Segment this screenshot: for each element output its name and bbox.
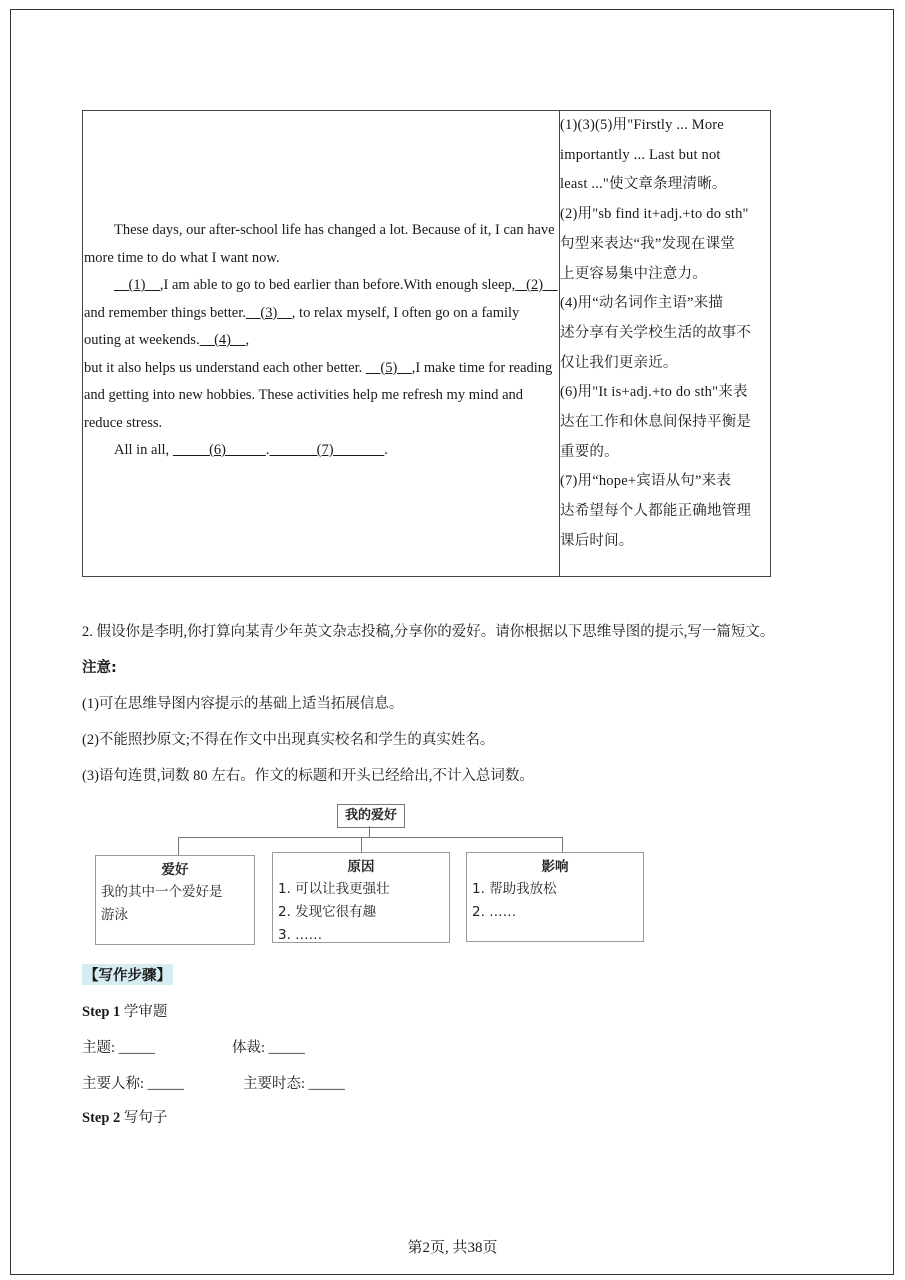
- note-line: 仅让我们更亲近。: [560, 354, 678, 371]
- mindmap-line: 游泳: [101, 907, 128, 923]
- mindmap-reasons-title: 原因: [347, 859, 375, 875]
- essay-para2-b: and remember things better.: [84, 304, 246, 321]
- mindmap-connector: [361, 837, 362, 852]
- blank-4: (4): [199, 332, 246, 348]
- page-footer: 第2页, 共38页: [407, 1240, 498, 1256]
- mindmap-connector: [369, 826, 370, 837]
- blank-1: (1): [114, 277, 160, 293]
- step-2-label: Step 2: [82, 1110, 121, 1126]
- blank-6: (6): [172, 442, 266, 458]
- step-1-text: 学审题: [120, 1004, 168, 1020]
- genre-label: 体裁:: [232, 1040, 269, 1056]
- note-line: (1)(3)(5)用"Firstly ... More: [560, 117, 724, 133]
- essay-table: [82, 110, 771, 577]
- genre-field: [232, 1036, 305, 1057]
- mindmap-line: 1. 帮助我放松: [472, 881, 557, 897]
- essay-para3-a: but it also helps us understand each other better.: [84, 359, 366, 376]
- blank-5: (5): [365, 359, 412, 376]
- note-line: 达希望每个人都能正确地管理: [560, 503, 752, 520]
- step-2-text: 写句子: [120, 1110, 168, 1126]
- essay-para1: These days, our after-school life has changed a lot. Because of it, I can have more time to do what I want now.: [84, 222, 555, 266]
- note-3: (3)语句连贯,词数 80 左右。作文的标题和开头已经给出,不计入总词数。: [82, 768, 534, 784]
- note-2: (2)不能照抄原文;不得在作文中出现真实校名和学生的真实姓名。: [82, 732, 495, 748]
- mindmap-impact-title: 影响: [541, 859, 569, 875]
- mindmap-connector: [178, 837, 563, 838]
- topic-label: 主题:: [82, 1040, 119, 1056]
- essay-text: [84, 217, 558, 465]
- essay-para4-a: All in all,: [114, 442, 173, 458]
- mindmap-line: 我的其中一个爱好是: [101, 884, 223, 900]
- note-1: (1)可在思维导图内容提示的基础上适当拓展信息。: [82, 696, 404, 712]
- essay-end: .: [384, 442, 388, 458]
- genre-blank: _____: [268, 1040, 305, 1056]
- essay-para3-b: ,I make time for reading and getting into new hobbies. These activities help me refresh my mind and reduce stress.: [84, 359, 553, 431]
- person-label: 主要人称:: [82, 1076, 148, 1092]
- note-line: least ..."使文章条理清晰。: [560, 176, 727, 193]
- note-title: 注意:: [82, 660, 117, 676]
- step-1-label: Step 1: [82, 1004, 121, 1020]
- essay-para2-a: ,I am able to go to bed earlier than before.With enough sleep,: [159, 277, 516, 293]
- topic-blank: _____: [118, 1040, 155, 1056]
- note-line: (2)用"sb find it+adj.+to do sth": [560, 206, 749, 223]
- mindmap-root: 我的爱好: [337, 804, 405, 828]
- person-field: [82, 1072, 184, 1093]
- note-line: 课后时间。: [560, 532, 634, 549]
- mindmap-line: 3. ……: [278, 927, 323, 943]
- note-line: 重要的。: [560, 443, 619, 460]
- tense-field: [243, 1072, 345, 1093]
- writing-steps-header: 【写作步骤】: [82, 964, 173, 985]
- mindmap-hobby-title: 爱好: [161, 862, 189, 878]
- blank-2: (2): [515, 277, 558, 293]
- note-line: 述分享有关学校生活的故事不: [560, 324, 752, 341]
- task-prompt: 2. 假设你是李明,你打算向某青少年英文杂志投稿,分享你的爱好。请你根据以下思维导图的提示,写一篇短文。: [82, 624, 775, 640]
- mindmap-line: 2. ……: [472, 904, 517, 920]
- mindmap-reasons-box: [272, 852, 450, 943]
- tense-label: 主要时态:: [243, 1076, 309, 1092]
- mindmap-connector: [562, 837, 563, 852]
- topic-field: [82, 1036, 155, 1057]
- note-line: 达在工作和休息间保持平衡是: [560, 414, 752, 431]
- mindmap-connector: [178, 837, 179, 855]
- mindmap-hobby-box: [95, 855, 255, 945]
- blank-3: (3): [245, 304, 292, 321]
- note-line: (7)用“hope+宾语从句”来表: [560, 473, 732, 490]
- note-line: importantly ... Last but not: [560, 146, 721, 163]
- note-line: 句型来表达“我”发现在课堂: [560, 235, 735, 252]
- mindmap-impact-box: [466, 852, 644, 942]
- note-line: (4)用“动名词作主语”来描: [560, 295, 724, 312]
- essay-para2-d: ,: [245, 332, 250, 348]
- essay-sep: .: [265, 442, 270, 458]
- blank-7: (7): [269, 442, 385, 458]
- mindmap-line: 2. 发现它很有趣: [278, 904, 377, 920]
- note-line: (6)用"It is+adj.+to do sth"来表: [560, 384, 748, 401]
- note-line: 上更容易集中注意力。: [560, 265, 707, 282]
- person-blank: _____: [147, 1076, 184, 1092]
- mindmap-line: 1. 可以让我更强壮: [278, 881, 390, 897]
- writing-notes: [560, 111, 770, 557]
- tense-blank: _____: [308, 1076, 345, 1092]
- step-1: [82, 1000, 167, 1021]
- step-2: [82, 1106, 167, 1127]
- essay-para2-c: , to relax myself, I often go on a family outing at weekends.: [84, 304, 520, 348]
